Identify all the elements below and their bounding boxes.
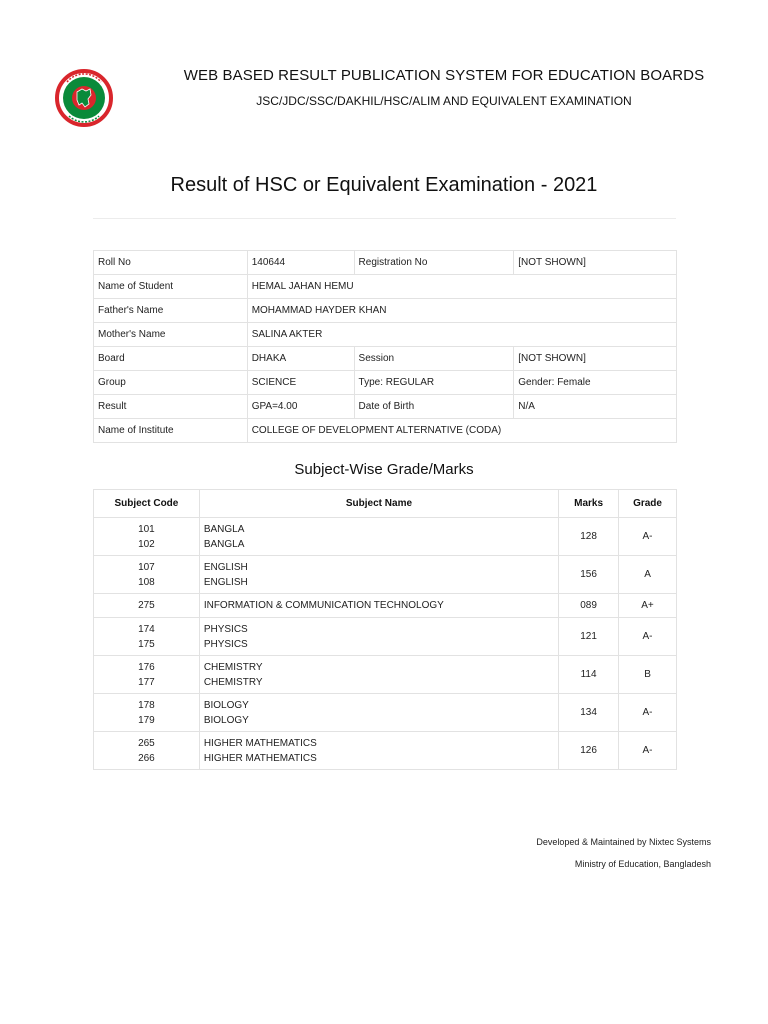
student-info-table xyxy=(93,250,677,443)
grades-header-row xyxy=(94,490,677,518)
info-row-roll xyxy=(94,251,677,275)
info-row-group xyxy=(94,371,677,395)
subject-code: 265 266 xyxy=(94,732,200,770)
result-value: GPA=4.00 xyxy=(247,395,354,419)
table-row xyxy=(94,694,677,732)
grade-header: Grade xyxy=(619,490,677,518)
registration-value: [NOT SHOWN] xyxy=(514,251,677,275)
subject-marks: 134 xyxy=(559,694,619,732)
subject-code: 107 108 xyxy=(94,556,200,594)
subject-marks: 114 xyxy=(559,656,619,694)
roll-label: Roll No xyxy=(94,251,248,275)
grades-table xyxy=(93,489,677,770)
institute-value: COLLEGE OF DEVELOPMENT ALTERNATIVE (CODA) xyxy=(247,419,676,443)
table-row xyxy=(94,594,677,618)
subject-name: INFORMATION & COMMUNICATION TECHNOLOGY xyxy=(199,594,558,618)
subject-grade: A- xyxy=(619,732,677,770)
father-name-label: Father's Name xyxy=(94,299,248,323)
subject-marks: 128 xyxy=(559,518,619,556)
father-name-value: MOHAMMAD HAYDER KHAN xyxy=(247,299,676,323)
group-label: Group xyxy=(94,371,248,395)
subject-marks: 126 xyxy=(559,732,619,770)
info-row-mother xyxy=(94,323,677,347)
gender-value: Gender: Female xyxy=(514,371,677,395)
subject-grade: A- xyxy=(619,618,677,656)
footer-developer: Developed & Maintained by Nixtec Systems xyxy=(536,837,711,847)
subject-grade: A- xyxy=(619,694,677,732)
result-label: Result xyxy=(94,395,248,419)
info-row-institute xyxy=(94,419,677,443)
subject-code: 176 177 xyxy=(94,656,200,694)
subject-marks: 121 xyxy=(559,618,619,656)
dob-label: Date of Birth xyxy=(354,395,514,419)
subject-marks: 156 xyxy=(559,556,619,594)
subject-name: CHEMISTRY CHEMISTRY xyxy=(199,656,558,694)
government-seal-icon xyxy=(55,62,113,134)
table-row xyxy=(94,618,677,656)
institute-label: Name of Institute xyxy=(94,419,248,443)
table-row xyxy=(94,732,677,770)
subject-code: 178 179 xyxy=(94,694,200,732)
board-value: DHAKA xyxy=(247,347,354,371)
page-title: Result of HSC or Equivalent Examination - 2021 xyxy=(170,174,598,196)
subject-code: 275 xyxy=(94,594,200,618)
subject-name-header: Subject Name xyxy=(199,490,558,518)
subject-grade: A xyxy=(619,556,677,594)
table-row xyxy=(94,656,677,694)
group-value: SCIENCE xyxy=(247,371,354,395)
subject-name: BIOLOGY BIOLOGY xyxy=(199,694,558,732)
info-row-result xyxy=(94,395,677,419)
info-row-board xyxy=(94,347,677,371)
subject-code: 101 102 xyxy=(94,518,200,556)
subject-name: PHYSICS PHYSICS xyxy=(199,618,558,656)
roll-value: 140644 xyxy=(247,251,354,275)
subject-name: BANGLA BANGLA xyxy=(199,518,558,556)
student-name-label: Name of Student xyxy=(94,275,248,299)
subject-grade: A+ xyxy=(619,594,677,618)
session-label: Session xyxy=(354,347,514,371)
mother-name-label: Mother's Name xyxy=(94,323,248,347)
type-value: Type: REGULAR xyxy=(354,371,514,395)
table-row xyxy=(94,518,677,556)
subject-code: 174 175 xyxy=(94,618,200,656)
subject-marks: 089 xyxy=(559,594,619,618)
subject-name: HIGHER MATHEMATICS HIGHER MATHEMATICS xyxy=(199,732,558,770)
table-row xyxy=(94,556,677,594)
info-row-name xyxy=(94,275,677,299)
grades-section-title: Subject-Wise Grade/Marks xyxy=(294,461,474,478)
marks-header: Marks xyxy=(559,490,619,518)
board-label: Board xyxy=(94,347,248,371)
session-value: [NOT SHOWN] xyxy=(514,347,677,371)
header-title: WEB BASED RESULT PUBLICATION SYSTEM FOR EDUCATION BOARDS xyxy=(183,67,705,84)
subject-grade: A- xyxy=(619,518,677,556)
info-row-father xyxy=(94,299,677,323)
dob-value: N/A xyxy=(514,395,677,419)
subject-code-header: Subject Code xyxy=(94,490,200,518)
title-divider xyxy=(93,218,676,219)
header-subtitle: JSC/JDC/SSC/DAKHIL/HSC/ALIM AND EQUIVALENT EXAMINATION xyxy=(256,94,632,108)
subject-name: ENGLISH ENGLISH xyxy=(199,556,558,594)
footer-ministry: Ministry of Education, Bangladesh xyxy=(574,859,711,869)
subject-grade: B xyxy=(619,656,677,694)
mother-name-value: SALINA AKTER xyxy=(247,323,676,347)
student-name-value: HEMAL JAHAN HEMU xyxy=(247,275,676,299)
registration-label: Registration No xyxy=(354,251,514,275)
